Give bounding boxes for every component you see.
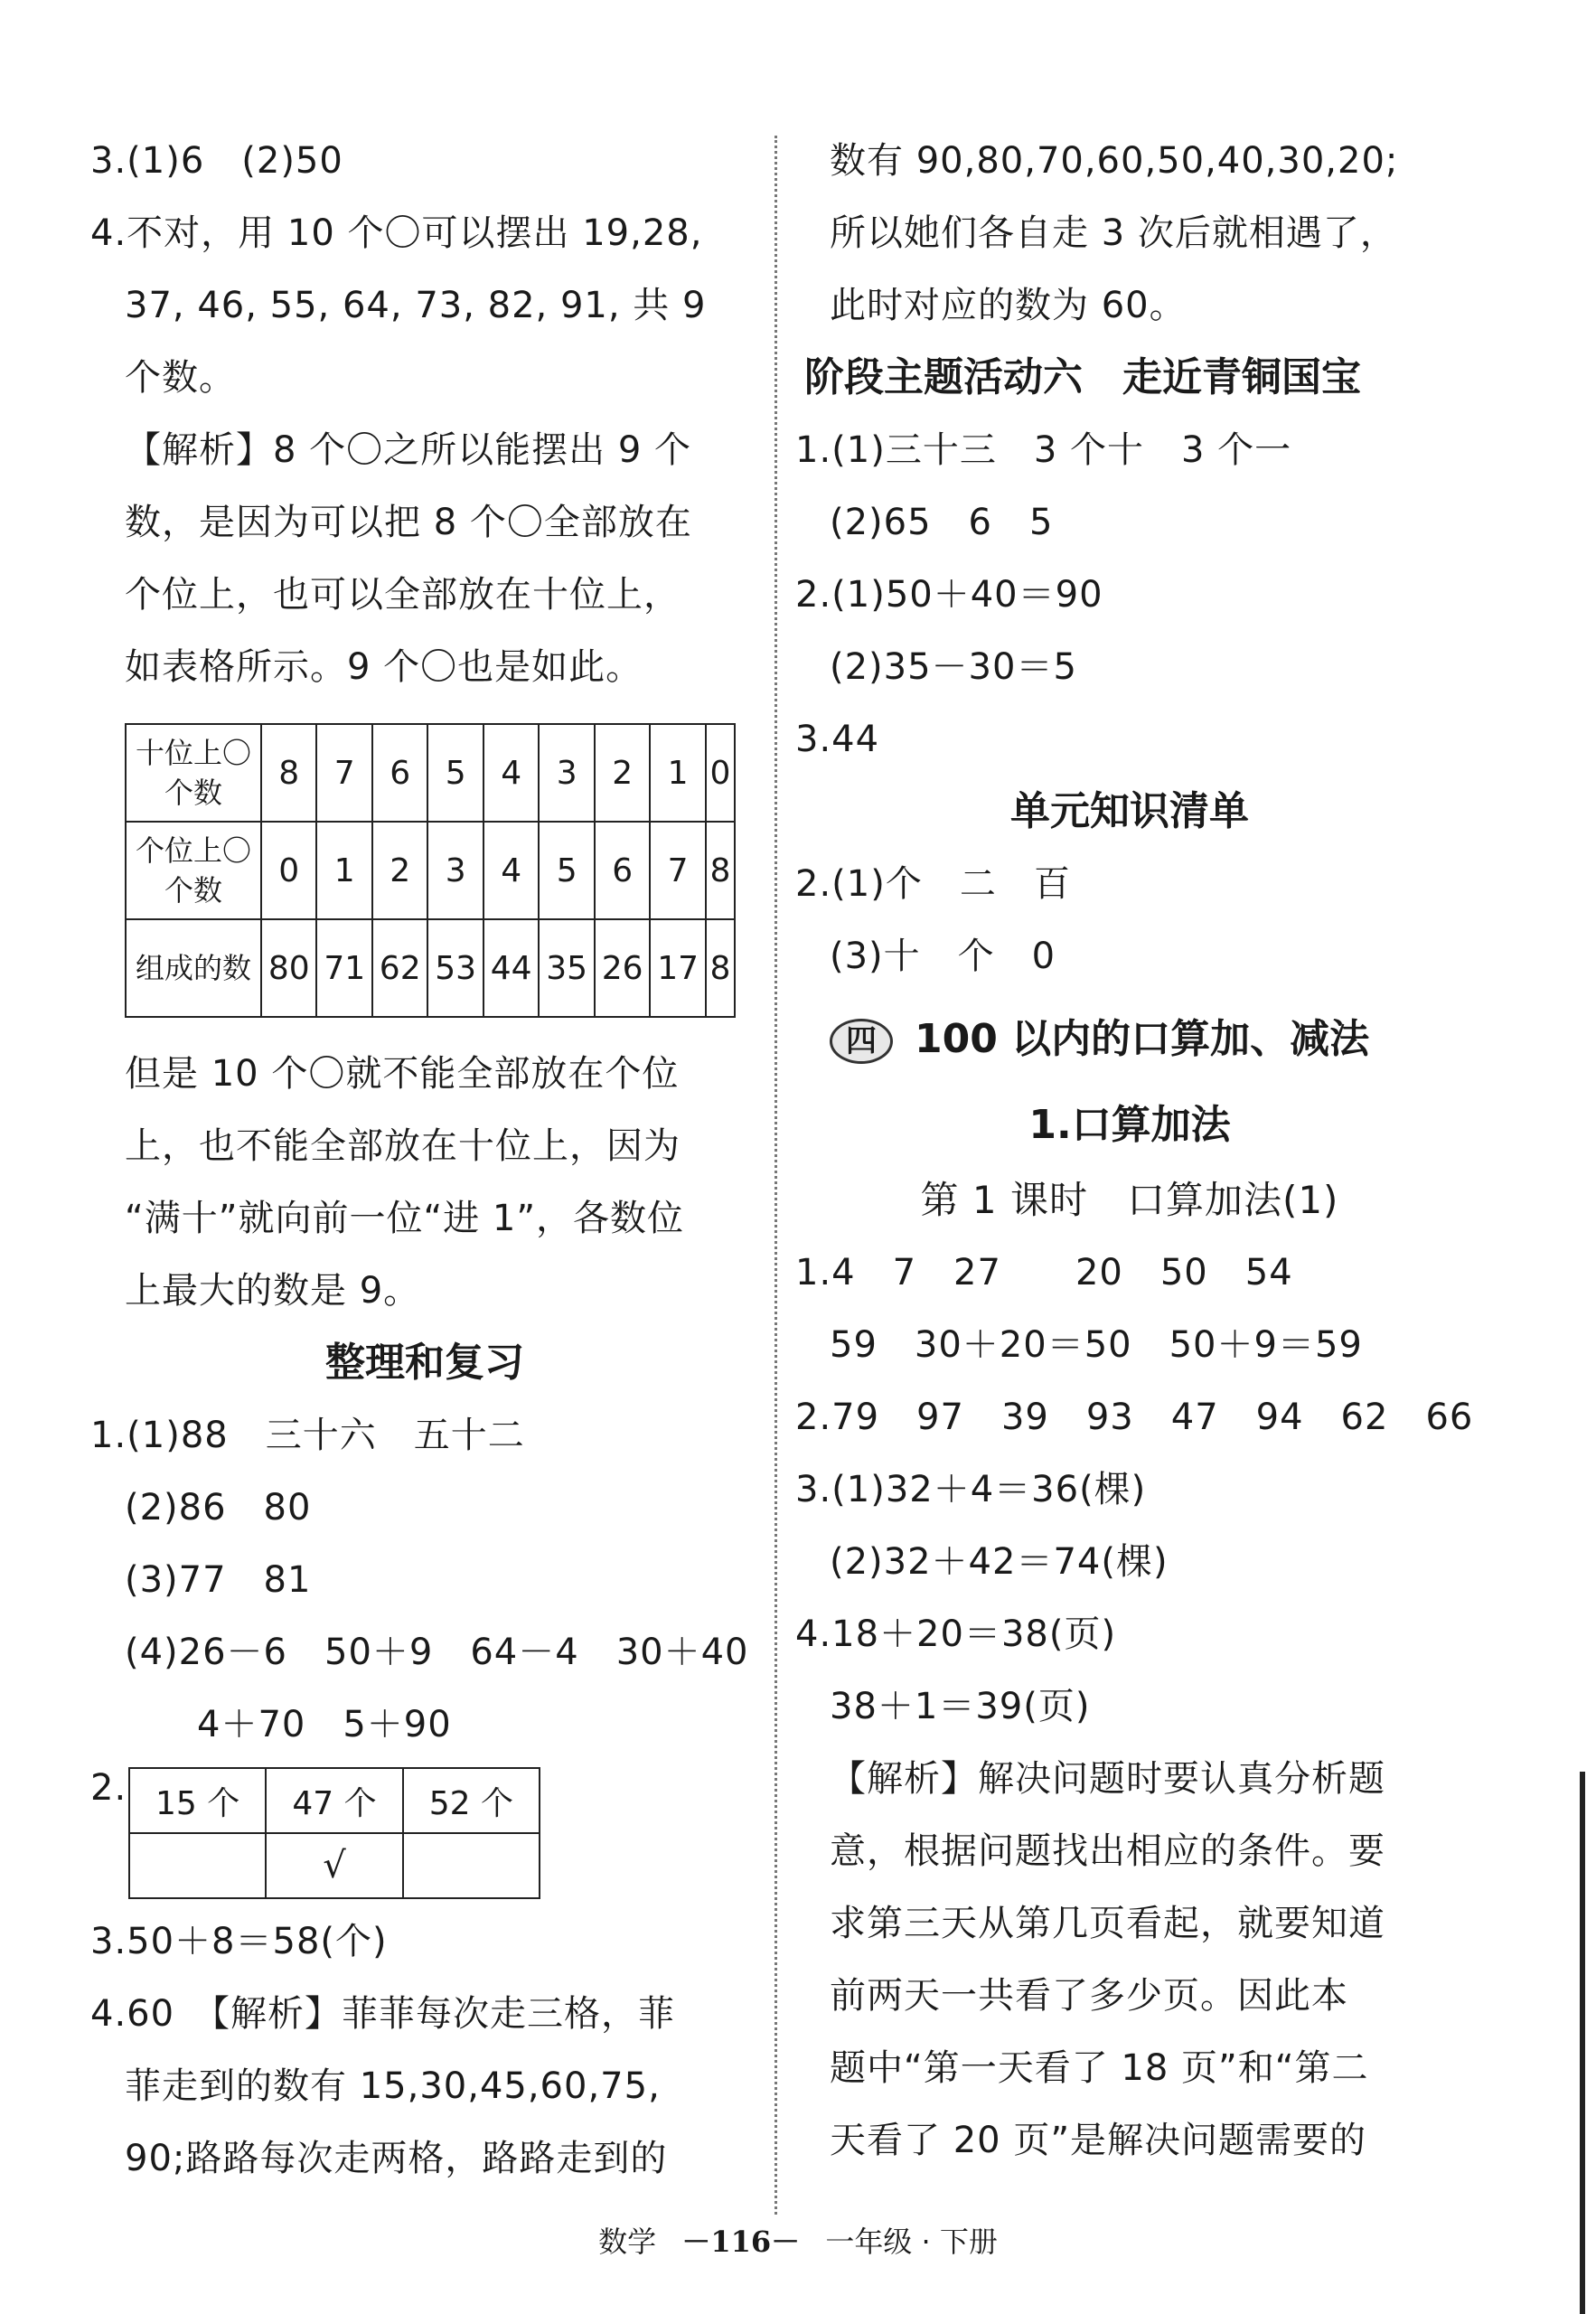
table-cell: 2 <box>595 724 650 822</box>
answer-line: 个数。 <box>125 357 236 399</box>
count-table <box>128 1767 540 1899</box>
answer-line: 3.50＋8＝58(个) <box>90 1921 388 1962</box>
row-label: 个位上〇个数 <box>126 822 261 919</box>
table-header-cell: 52 个 <box>403 1768 540 1833</box>
answer-line: 4.不对，用 10 个〇可以摆出 19,28, <box>90 212 703 254</box>
analysis-line: 上最大的数是 9。 <box>125 1270 421 1312</box>
table-cell: 1 <box>316 822 371 919</box>
lesson-heading: 第 1 课时 口算加法(1) <box>920 1178 1339 1222</box>
answer-line: (3)77 81 <box>125 1559 312 1601</box>
analysis-line: 题中“第一天看了 18 页”和“第二 <box>830 2047 1369 2089</box>
answer-line: 4.18＋20＝38(页) <box>795 1613 1117 1655</box>
answer-line: 4＋70 5＋90 <box>197 1704 452 1745</box>
table-cell: 71 <box>316 919 371 1017</box>
analysis-line: 数有 90,80,70,60,50,40,30,20; <box>830 140 1399 182</box>
section-heading: 整理和复习 <box>325 1340 524 1386</box>
table-cell: 7 <box>650 822 705 919</box>
answer-line: 3.44 <box>795 719 880 760</box>
analysis-line: 【解析】解决问题时要认真分析题 <box>830 1758 1385 1800</box>
answer-line: 1.(1)三十三 3 个十 3 个一 <box>795 429 1292 471</box>
answer-line: (2)35－30＝5 <box>830 646 1077 688</box>
analysis-line: 菲走到的数有 15,30,45,60,75, <box>125 2065 661 2107</box>
answer-line: 38＋1＝39(页) <box>830 1686 1091 1727</box>
chapter-title: 100 以内的口算加、减法 <box>915 1016 1370 1062</box>
table-cell: 0 <box>706 724 735 822</box>
answer-line: 1.4 7 27 20 50 54 <box>795 1252 1293 1293</box>
table-cell: 3 <box>427 822 483 919</box>
table-cell: 6 <box>595 822 650 919</box>
answer-line: (3)十 个 0 <box>830 936 1056 977</box>
analysis-line: 天看了 20 页”是解决问题需要的 <box>830 2120 1367 2161</box>
analysis-line: 所以她们各自走 3 次后就相遇了， <box>830 212 1397 254</box>
answer-line: 2.79 97 39 93 47 94 62 66 <box>795 1397 1474 1438</box>
answer-line: 59 30＋20＝50 50＋9＝59 <box>830 1324 1363 1366</box>
answer-line: (4)26－6 50＋9 64－4 30＋40 <box>125 1632 749 1673</box>
footer-subject: 数学 <box>598 2225 657 2259</box>
table-cell: 5 <box>539 822 594 919</box>
analysis-line: 意，根据问题找出相应的条件。要 <box>830 1830 1385 1872</box>
table-cell: 0 <box>261 822 316 919</box>
answer-line: (2)65 6 5 <box>830 502 1054 543</box>
row-label: 十位上〇个数 <box>126 724 261 822</box>
table-cell: 2 <box>372 822 427 919</box>
table-cell: 53 <box>427 919 483 1017</box>
footer-grade: 一年级 · 下册 <box>825 2225 998 2259</box>
column-divider <box>775 136 777 2215</box>
answer-line: 37, 46, 55, 64, 73, 82, 91, 共 9 <box>125 285 707 326</box>
analysis-line: 【解析】8 个〇之所以能摆出 9 个 <box>125 429 692 471</box>
analysis-line: 前两天一共看了多少页。因此本 <box>830 1975 1348 2017</box>
table-cell: 80 <box>261 919 316 1017</box>
page-footer <box>0 2219 1596 2264</box>
table-cell <box>129 1833 266 1898</box>
table-cell: 8 <box>706 919 735 1017</box>
table-cell: 8 <box>261 724 316 822</box>
table-cell: 3 <box>539 724 594 822</box>
analysis-line: 但是 10 个〇就不能全部放在个位 <box>125 1053 680 1095</box>
table-header-cell: 47 个 <box>266 1768 402 1833</box>
answer-line: 2.(1)50＋40＝90 <box>795 574 1103 616</box>
answer-line: 1.(1)88 三十六 五十二 <box>90 1415 525 1456</box>
page-number: －116－ <box>681 2225 801 2259</box>
answer-line: 3.(1)32＋4＝36(棵) <box>795 1469 1147 1510</box>
edge-bar <box>1580 1772 1585 2314</box>
check-mark: √ <box>266 1833 402 1898</box>
answer-line: (2)32＋42＝74(棵) <box>830 1541 1169 1583</box>
section-heading: 单元知识清单 <box>1010 788 1249 834</box>
analysis-line: 90;路路每次走两格，路路走到的 <box>125 2138 668 2179</box>
table-cell: 4 <box>483 822 539 919</box>
analysis-line: 上，也不能全部放在十位上，因为 <box>125 1125 681 1167</box>
section-heading: 阶段主题活动六 走近青铜国宝 <box>804 354 1361 400</box>
question-number: 2. <box>90 1767 127 1809</box>
table-cell: 7 <box>316 724 371 822</box>
subsection-heading: 1.口算加法 <box>1028 1102 1231 1148</box>
answer-line: (2)86 80 <box>125 1487 312 1529</box>
table-cell: 17 <box>650 919 705 1017</box>
analysis-line: “满十”就向前一位“进 1”，各数位 <box>125 1198 685 1239</box>
table-cell: 26 <box>595 919 650 1017</box>
answer-line: 4.60 【解析】菲菲每次走三格，菲 <box>90 1993 676 2035</box>
table-cell <box>403 1833 540 1898</box>
row-label: 组成的数 <box>126 919 261 1017</box>
answer-line: 2.(1)个 二 百 <box>795 863 1071 905</box>
chapter-heading <box>830 1012 1369 1067</box>
table-cell: 4 <box>483 724 539 822</box>
table-cell: 35 <box>539 919 594 1017</box>
analysis-line: 此时对应的数为 60。 <box>830 285 1187 326</box>
analysis-line: 如表格所示。9 个〇也是如此。 <box>125 646 643 688</box>
table-cell: 62 <box>372 919 427 1017</box>
table-header-cell: 15 个 <box>129 1768 266 1833</box>
analysis-line: 个位上，也可以全部放在十位上， <box>125 574 681 616</box>
table-cell: 6 <box>372 724 427 822</box>
table-cell: 5 <box>427 724 483 822</box>
analysis-line: 数，是因为可以把 8 个〇全部放在 <box>125 502 692 543</box>
digit-table <box>125 723 736 1018</box>
table-cell: 44 <box>483 919 539 1017</box>
table-cell: 1 <box>650 724 705 822</box>
table-cell: 8 <box>706 822 735 919</box>
chapter-tag: 四 <box>830 1019 893 1064</box>
analysis-line: 求第三天从第几页看起，就要知道 <box>830 1903 1385 1944</box>
answer-line: 3.(1)6 (2)50 <box>90 140 343 182</box>
